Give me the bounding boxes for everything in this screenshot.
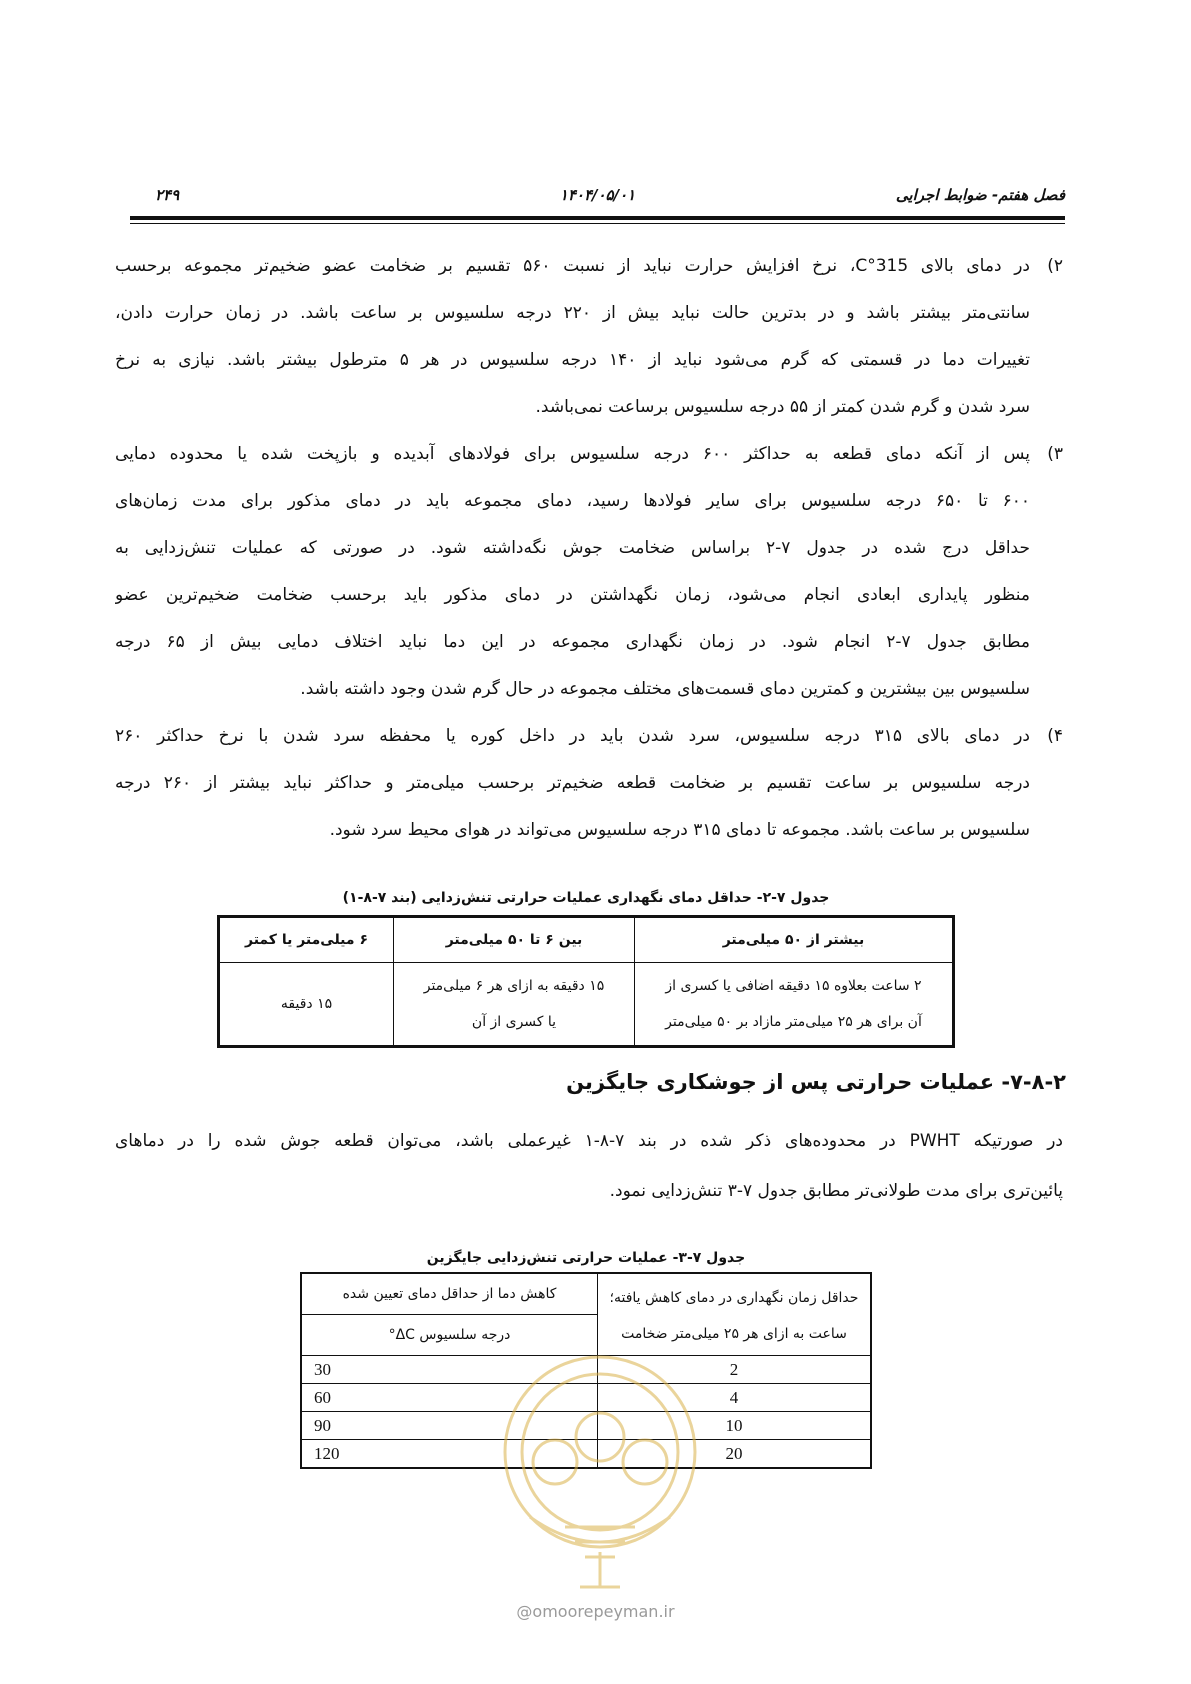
text-line: درجه سلسیوس بر ساعت تقسیم بر ضخامت قطعه ضخیم‌تر برحسب میلی‌متر و حداکثر نباید بیشتر از ۲۶۰ درجه <box>115 773 1030 793</box>
table-caption: جدول ۷-۳- عملیات حرارتی تنش‌زدایی جایگزین <box>426 1250 746 1266</box>
table-cell: 10 <box>598 1412 872 1440</box>
table-cell <box>219 963 394 1047</box>
list-item <box>115 431 1063 713</box>
text-line: سلسیوس بر ساعت باشد. مجموعه تا دمای ۳۱۵ درجه سلسیوس می‌تواند در هوای محیط سرد شود. <box>329 820 1030 840</box>
table-header-cell: بیشتر از ۵۰ میلی‌متر <box>635 917 954 963</box>
table-header-cell: ۶ میلی‌متر یا کمتر <box>219 917 394 963</box>
holding-temperature-table <box>217 915 955 1048</box>
table-cell: 30 <box>301 1356 598 1384</box>
section-paragraph <box>115 1116 1063 1216</box>
table-cell <box>394 963 635 1047</box>
table-cell: 60 <box>301 1384 598 1412</box>
table-cell: 2 <box>598 1356 872 1384</box>
table-header-row <box>219 917 954 963</box>
header-rule-thin <box>130 223 1065 224</box>
table-header-cell: کاهش دما از حداقل دمای تعیین شده <box>301 1273 598 1315</box>
table-row <box>219 963 954 1047</box>
table-cell: 90 <box>301 1412 598 1440</box>
list-item-number: ۲) <box>1047 256 1063 276</box>
table-cell: 4 <box>598 1384 872 1412</box>
cell-line: یا کسری از آن <box>471 1014 557 1030</box>
table-header-row <box>301 1273 871 1315</box>
table-header-cell: درجه سلسیوس ΔC° <box>301 1315 598 1356</box>
list-item-text <box>115 713 1030 854</box>
list-item-number: ۴) <box>1047 726 1063 746</box>
cell-line: ۱۵ دقیقه <box>280 996 333 1012</box>
section-heading: ۷-۸-۲- عملیات حرارتی پس از جوشکاری جایگزین <box>566 1070 1066 1094</box>
text-line: منظور پایداری ابعادی انجام می‌شود، زمان نگهداشتن در دمای مذکور باید برحسب ضخامت ضخیم‌ترین عضو <box>115 585 1030 605</box>
table-header-cell: بین ۶ تا ۵۰ میلی‌متر <box>394 917 635 963</box>
watermark-text: @omoorepeyman.ir <box>516 1602 675 1621</box>
text-line: پس از آنکه دمای قطعه به حداکثر ۶۰۰ درجه سلسیوس برای فولادهای آبدیده و بازپخت شده یا محدوده دمایی <box>115 444 1030 464</box>
text-line: مطابق جدول ۷-۲ انجام شود. در زمان نگهداری مجموعه در این دما نباید اختلاف دمایی بیش از ۶۵ درجه <box>115 632 1030 652</box>
text-line: سرد شدن و گرم شدن کمتر از ۵۵ درجه سلسیوس برساعت نمی‌باشد. <box>535 397 1030 417</box>
list-item <box>115 243 1063 431</box>
table-caption: جدول ۷-۲- حداقل دمای نگهداری عملیات حرارتی تنش‌زدایی (بند ۷-۸-۱) <box>342 890 830 906</box>
cell-line: حداقل زمان نگهداری در دمای کاهش یافته؛ <box>609 1290 859 1306</box>
table-cell: 20 <box>598 1440 872 1469</box>
cell-line: آن برای هر ۲۵ میلی‌متر مازاد بر ۵۰ میلی‌متر <box>665 1014 922 1030</box>
watermark-seal-icon <box>490 1342 710 1592</box>
text-line: پائین‌تری برای مدت طولانی‌تر مطابق جدول ۷-۳ تنش‌زدایی نمود. <box>609 1181 1063 1201</box>
header-date: ۱۴۰۴/۰۵/۰۱ <box>559 186 636 204</box>
text-line: تغییرات دما در قسمتی که گرم می‌شود نباید از ۱۴۰ درجه سلسیوس در هر ۵ مترطول بیشتر باشد. نیازی به نرخ <box>115 350 1030 370</box>
text-line: در دمای بالای ۳۱۵ درجه سلسیوس، سرد شدن باید در داخل کوره یا محفظه سرد شدن با نرخ حداکثر ۲۶۰ <box>115 726 1030 746</box>
cell-line: ۱۵ دقیقه به ازای هر ۶ میلی‌متر <box>423 978 605 994</box>
text-line: در دمای بالای 315°C، نرخ افزایش حرارت نباید از نسبت ۵۶۰ تقسیم بر ضخامت عضو ضخیم‌تر مجموعه برحسب <box>115 256 1030 276</box>
page-header <box>130 186 1065 210</box>
text-line: در صورتیکه PWHT در محدوده‌های ذکر شده در بند ۷-۸-۱ غیرعملی باشد، می‌توان قطعه جوش شده را در دماهای <box>115 1131 1063 1151</box>
list-item-number: ۳) <box>1047 444 1063 464</box>
table-cell <box>635 963 954 1047</box>
text-line: سلسیوس بین بیشترین و کمترین دمای قسمت‌های مختلف مجموعه در حال گرم شدن وجود داشته باشد. <box>300 679 1030 699</box>
table-cell: 120 <box>301 1440 598 1469</box>
list-item-text <box>115 431 1030 713</box>
text-line: حداقل درج شده در جدول ۷-۲ براساس ضخامت جوش نگه‌داشته شود. در صورتی که عملیات تنش‌زدایی به <box>115 538 1030 558</box>
text-line: سانتی‌متر بیشتر باشد و در بدترین حالت نباید بیش از ۲۲۰ درجه سلسیوس بر ساعت باشد. در زمان حرارت دادن، <box>115 303 1030 323</box>
page-number: ۲۴۹ <box>155 186 180 204</box>
header-rule-thick <box>130 216 1065 220</box>
cell-line: ساعت به ازای هر ۲۵ میلی‌متر ضخامت <box>621 1326 847 1342</box>
list-item <box>115 713 1063 854</box>
list-item-text <box>115 243 1030 431</box>
cell-line: ۲ ساعت بعلاوه ۱۵ دقیقه اضافی یا کسری از <box>665 978 922 994</box>
chapter-title: فصل هفتم- ضوابط اجرایی <box>895 186 1065 204</box>
text-line: ۶۰۰ تا ۶۵۰ درجه سلسیوس برای سایر فولادها رسید، دمای مجموعه باید در دمای مذکور برای مدت زمان‌های <box>115 491 1030 511</box>
